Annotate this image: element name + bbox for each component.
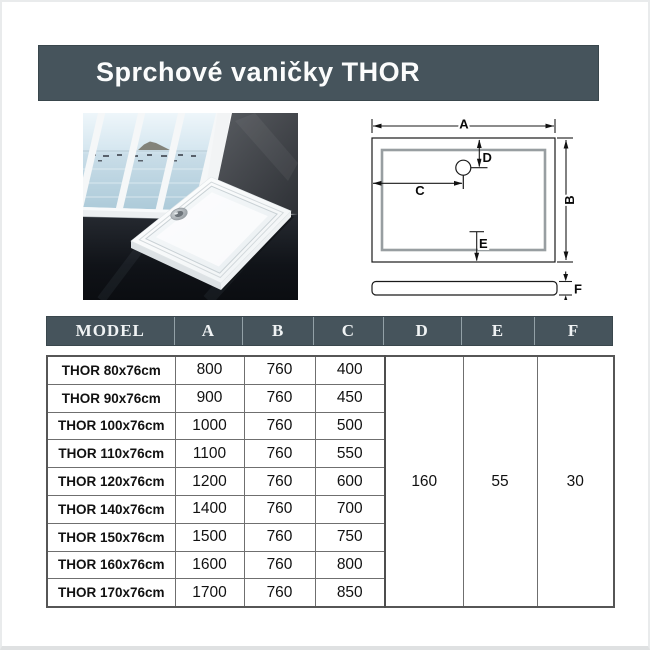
value-b: 760 — [244, 523, 315, 551]
value-c: 700 — [315, 495, 385, 523]
dimension-diagram — [350, 110, 640, 300]
model-cell: THOR 100x76cm — [47, 412, 175, 440]
column-header-b: B — [243, 317, 314, 345]
model-cell: THOR 80x76cm — [47, 356, 175, 384]
value-b: 760 — [244, 384, 315, 412]
tray-top-view — [372, 138, 555, 262]
model-cell: THOR 160x76cm — [47, 551, 175, 579]
value-a: 1700 — [175, 579, 244, 607]
page-title: Sprchové vaničky THOR — [38, 45, 599, 101]
value-c: 800 — [315, 551, 385, 579]
value-c: 850 — [315, 579, 385, 607]
model-cell: THOR 140x76cm — [47, 495, 175, 523]
value-d-merged: 160 — [385, 356, 463, 607]
model-cell: THOR 170x76cm — [47, 579, 175, 607]
value-b: 760 — [244, 468, 315, 496]
value-a: 1400 — [175, 495, 244, 523]
tray-side-view — [372, 282, 557, 296]
value-a: 900 — [175, 384, 244, 412]
value-c: 500 — [315, 412, 385, 440]
value-b: 760 — [244, 495, 315, 523]
value-c: 600 — [315, 468, 385, 496]
value-f-merged: 30 — [537, 356, 614, 607]
value-c: 400 — [315, 356, 385, 384]
column-header-c: C — [314, 317, 384, 345]
value-c: 750 — [315, 523, 385, 551]
value-a: 1000 — [175, 412, 244, 440]
column-header-model: MODEL — [47, 317, 175, 345]
value-b: 760 — [244, 356, 315, 384]
column-header-f: F — [567, 321, 580, 340]
value-a: 1600 — [175, 551, 244, 579]
model-cell: THOR 120x76cm — [47, 468, 175, 496]
dim-label-e: E — [479, 236, 488, 251]
column-header-a: A — [175, 317, 244, 345]
table-row — [47, 356, 614, 384]
dim-label-b: B — [562, 195, 577, 205]
value-e-merged: 55 — [463, 356, 537, 607]
drain-symbol — [456, 160, 471, 175]
value-c: 450 — [315, 384, 385, 412]
value-a: 1100 — [175, 440, 244, 468]
value-a: 800 — [175, 356, 244, 384]
value-a: 1500 — [175, 523, 244, 551]
value-b: 760 — [244, 579, 315, 607]
model-cell: THOR 150x76cm — [47, 523, 175, 551]
value-c: 550 — [315, 440, 385, 468]
product-photo — [83, 113, 298, 300]
column-header-e: E — [462, 317, 536, 345]
value-b: 760 — [244, 551, 315, 579]
model-cell: THOR 90x76cm — [47, 384, 175, 412]
value-b: 760 — [244, 440, 315, 468]
table-header — [46, 316, 613, 346]
dim-label-d: D — [482, 150, 492, 165]
dim-label-a: A — [459, 116, 469, 132]
model-cell: THOR 110x76cm — [47, 440, 175, 468]
value-b: 760 — [244, 412, 315, 440]
dimensions-table — [46, 355, 615, 608]
dim-label-c: C — [415, 183, 425, 198]
dim-label-f: F — [574, 281, 582, 297]
column-header-d: D — [384, 317, 462, 345]
value-a: 1200 — [175, 468, 244, 496]
